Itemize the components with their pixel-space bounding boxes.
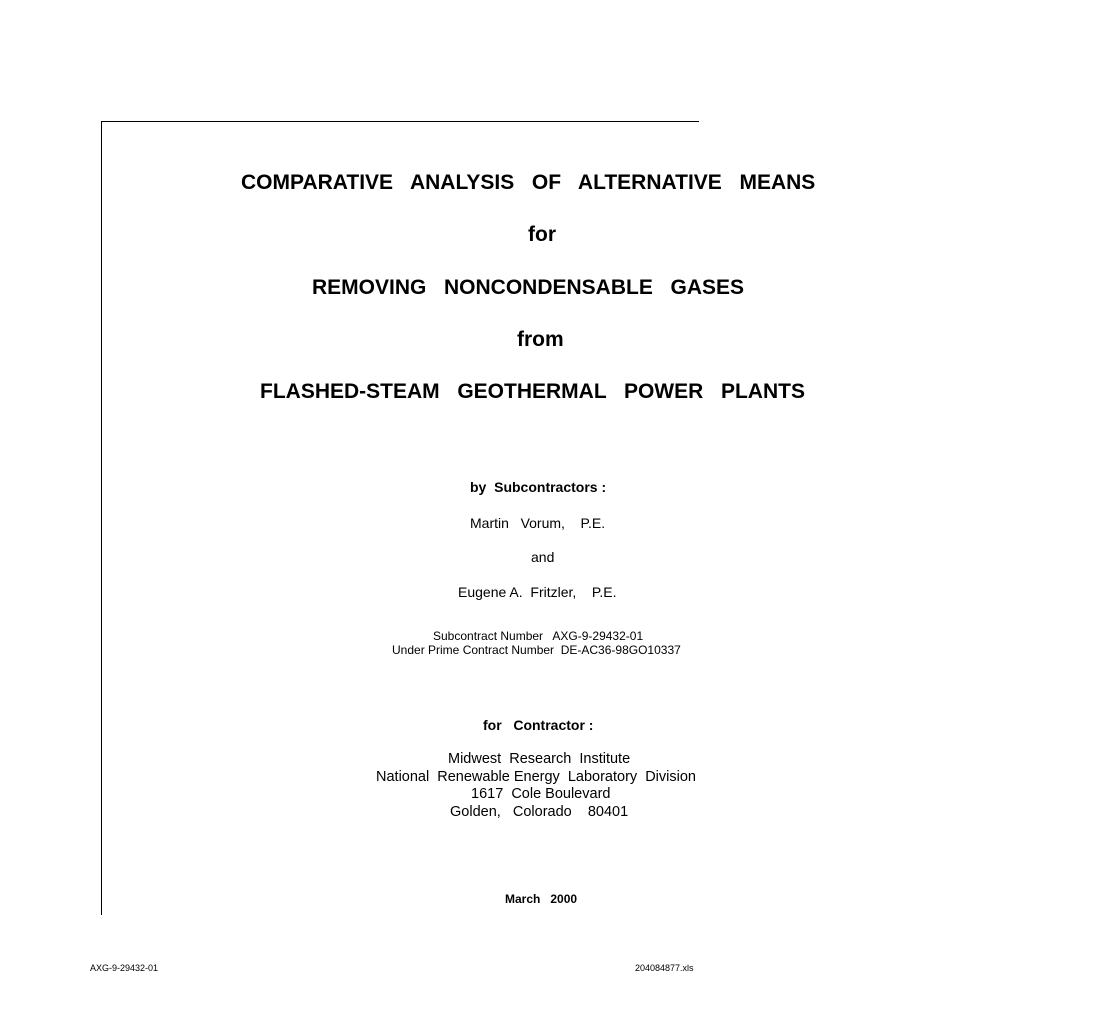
title-line-2: REMOVING NONCONDENSABLE GASES: [312, 276, 745, 299]
subcontract-number: Subcontract Number AXG-9-29432-01: [433, 629, 644, 643]
title-line-1: COMPARATIVE ANALYSIS OF ALTERNATIVE MEANS: [241, 171, 816, 194]
document-frame: [101, 121, 816, 915]
address-line-2: National Renewable Energy Laboratory Division: [376, 769, 696, 785]
address-line-3: 1617 Cole Boulevard: [471, 786, 611, 802]
document-date: March 2000: [505, 892, 578, 906]
prime-contract-number: Under Prime Contract Number DE-AC36-98GO10337: [392, 643, 681, 657]
and-word: and: [531, 549, 555, 565]
title-for: for: [528, 223, 556, 246]
footer-left: AXG-9-29432-01: [90, 963, 159, 973]
title-from: from: [517, 328, 564, 351]
address-line-4: Golden, Colorado 80401: [450, 804, 629, 820]
address-line-1: Midwest Research Institute: [448, 751, 631, 767]
author-1: Martin Vorum, P.E.: [470, 515, 606, 531]
author-2: Eugene A. Fritzler, P.E.: [458, 584, 617, 600]
footer-right: 204084877.xls: [635, 963, 694, 973]
title-line-3: FLASHED-STEAM GEOTHERMAL POWER PLANTS: [260, 380, 805, 403]
for-contractor-label: for Contractor :: [483, 717, 594, 733]
title-page: [102, 122, 1102, 915]
by-subcontractors-label: by Subcontractors :: [470, 479, 607, 495]
